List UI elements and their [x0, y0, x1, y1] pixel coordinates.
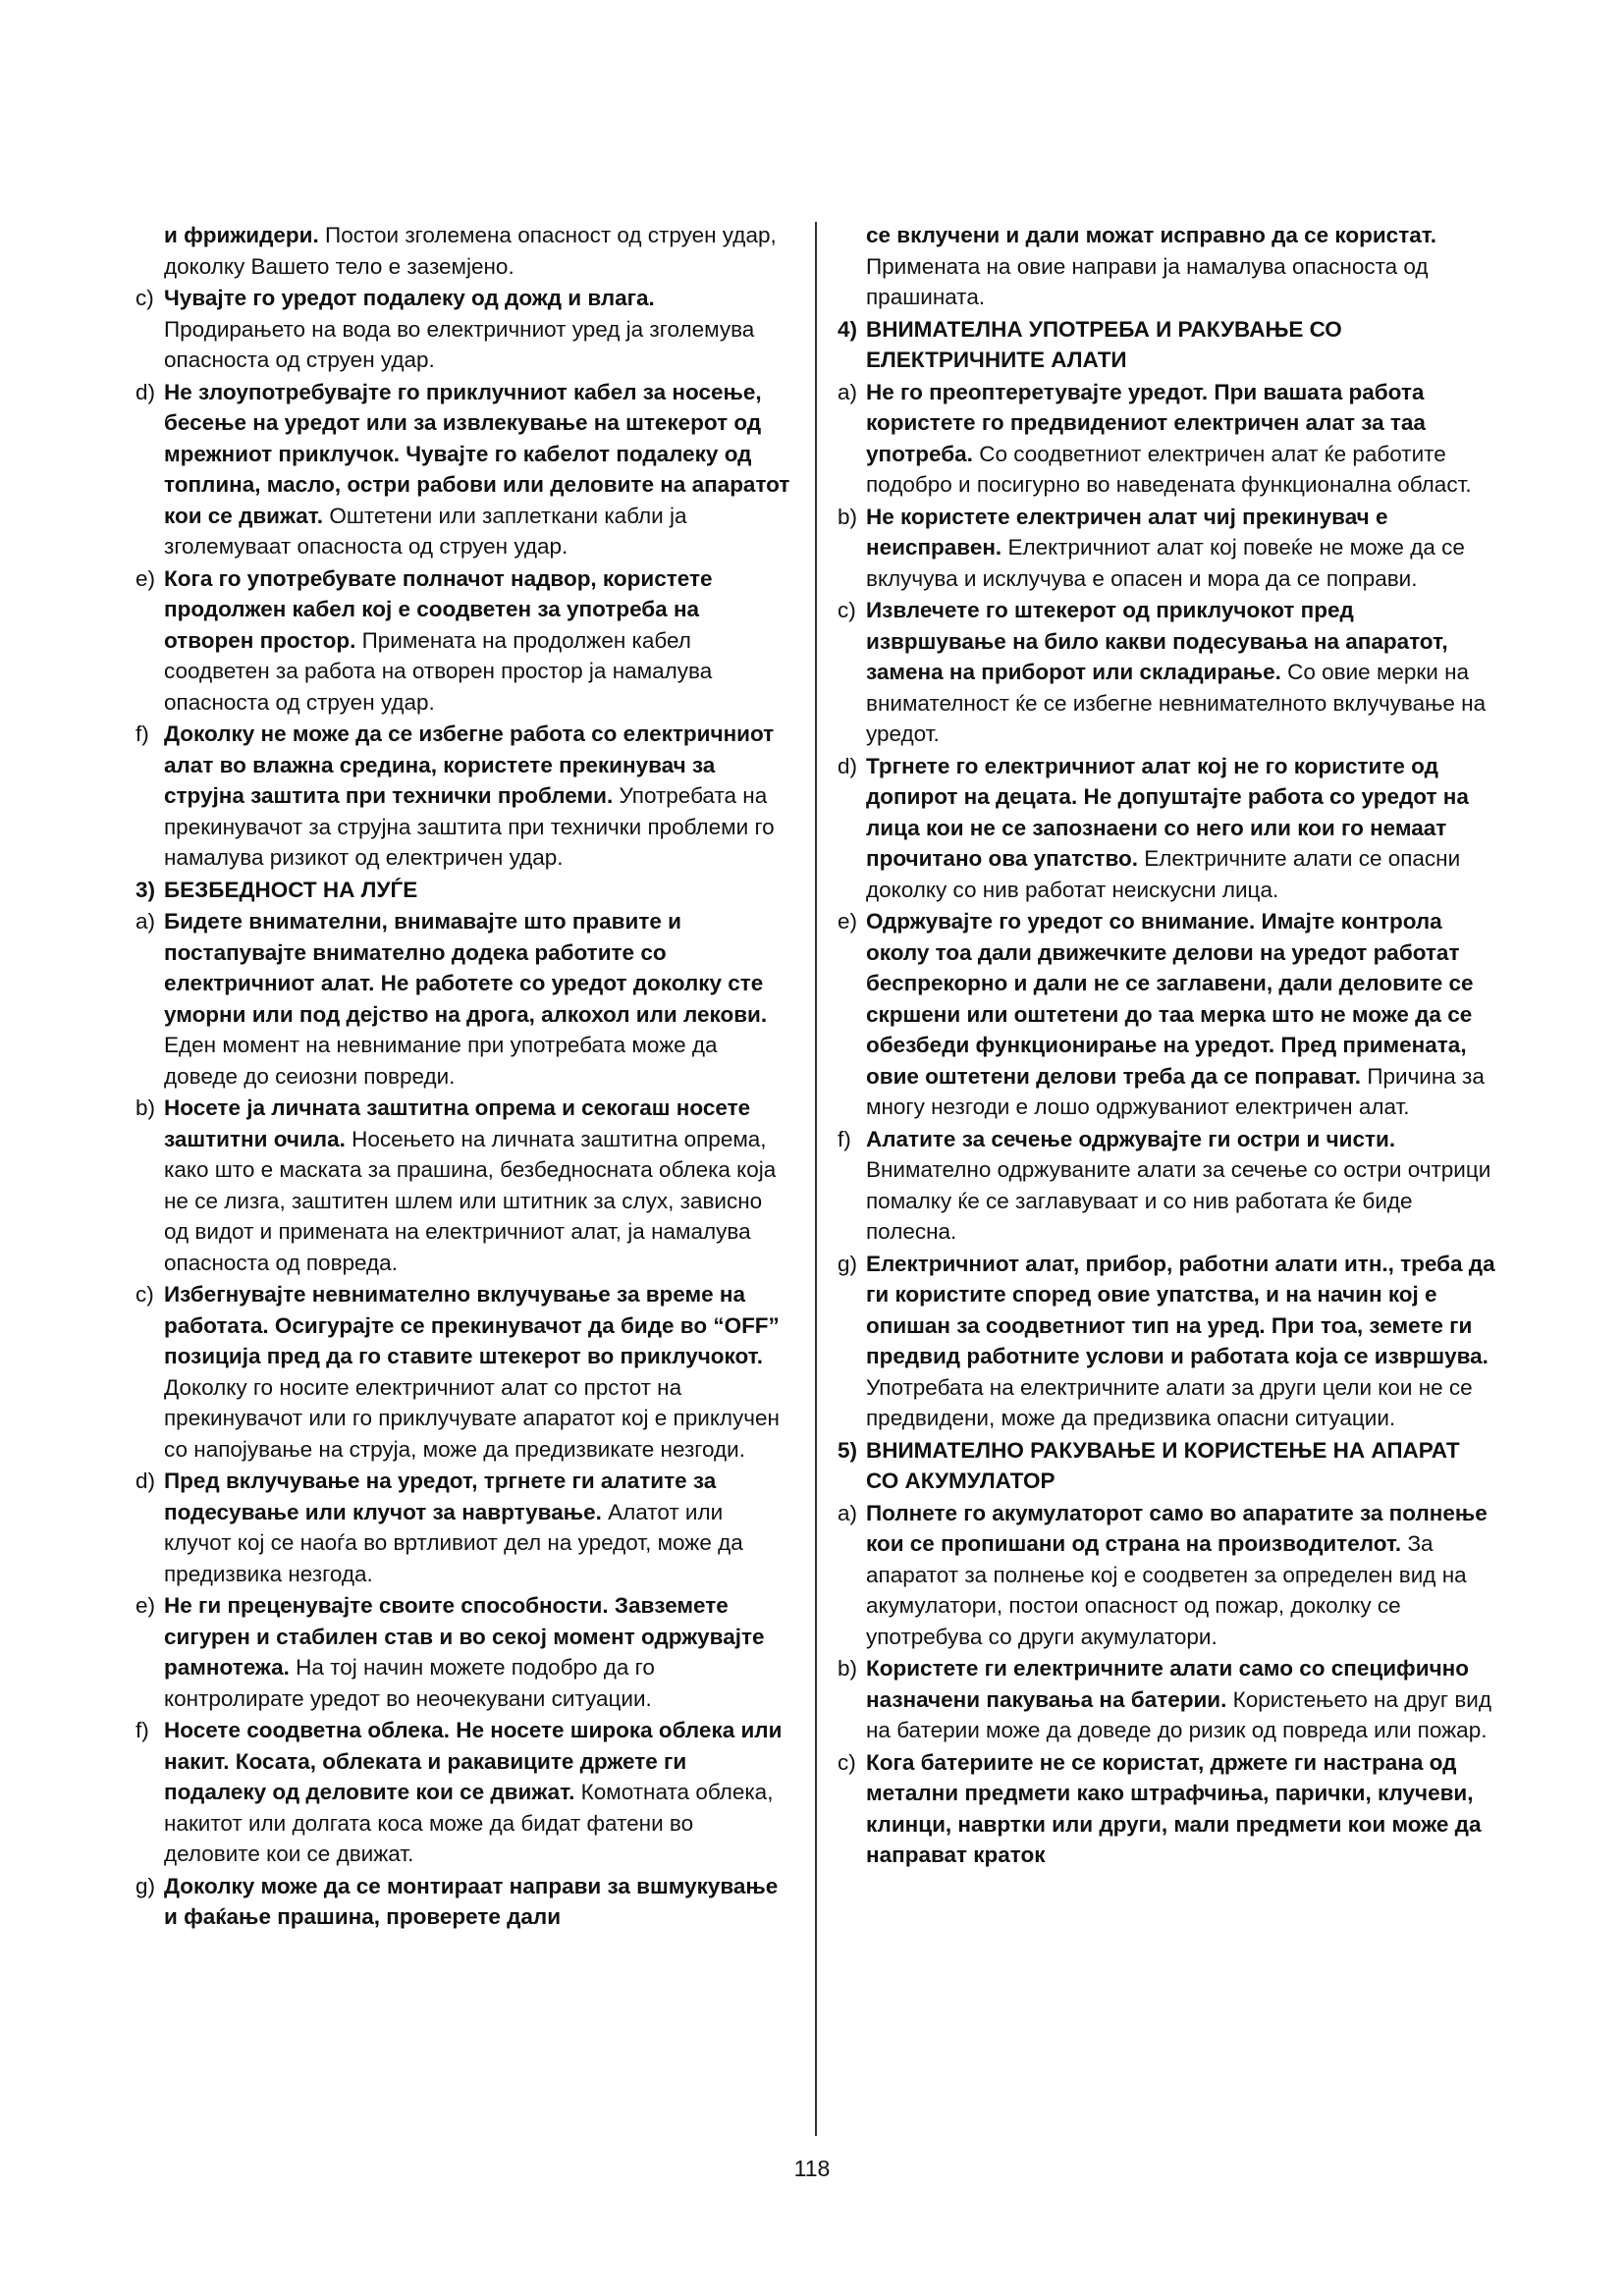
right-column — [838, 220, 1497, 1872]
section-heading: 5) ВНИМАТЕЛНО РАКУВАЊЕ И КОРИСТЕЊЕ НА АПАРАТ СО АКУМУЛАТОР — [838, 1437, 1460, 1493]
list-item: d) Пред вклучување на уредот, тргнете ги алатите за подесување или клучот за навртување. Алатот или клучот кој се наоѓа во вртливиот дел на уредот, може да предизвика незгода. — [135, 1468, 743, 1586]
list-item: c) Избегнувајте невнимателно вклучување за време на работата. Осигурајте се прекинувачот да биде во “OFF” позиција пред да го ставите штекерот во приклучокот. Доколку го носите електричниот алат со прстот на прекинувачот или го приклучувате апаратот кој е приклучен со напојување на струја, може да предизвикате незгоди. — [135, 1282, 780, 1462]
continued-paragraph: се вклучени и дали можат исправно да се користат. Примената на овие направи ја намалува опасноста од прашината. — [866, 223, 1437, 309]
list-item: f) Носете соодветна облека. Не носете широка облека или накит. Косата, облеката и ракавиците држете ги подалеку од деловите кои се движат. Комотната облека, накитот или долгата коса може да бидат фатени во деловите кои се движат. — [135, 1718, 783, 1866]
list-item: f) Доколку не може да се избегне работа со електричниот алат во влажна средина, користете прекинувач за струјна заштита при технички проблеми. Употребата на прекинувачот за струјна заштита при технички проблеми го намалува ризикот од електричен удар. — [135, 721, 775, 870]
list-item: d) Не злоупотребувајте го приклучниот кабел за носење, бесење на уредот или за извлекување на штекерот од мрежниот приклучок. Чувајте го кабелот подалеку од топлина, масло, остри рабови или деловите на апаратот кои се движат. Оштетени или заплеткани кабли ја зголемуваат опасноста од струен удар. — [135, 379, 790, 559]
page-number: 118 — [793, 2156, 831, 2181]
section-heading: 4) ВНИМАТЕЛНА УПОТРЕБА И РАКУВАЊЕ СО ЕЛЕКТРИЧНИТЕ АЛАТИ — [838, 316, 1342, 372]
list-item: e) Одржувајте го уредот со внимание. Имајте контрола околу тоа дали движечките делови на уредот работат беспрекорно и дали не се заглавени, дали деловите се скршени или оштетени до таа мерка што не може да се обезбеди функционирање на уредот. Пред примената, овие оштетени делови треба да се поправат. Причина за многу незгоди е лошо одржуваниот електричен алат. — [838, 909, 1485, 1119]
list-item: e) Не ги преценувајте своите способности. Завземете сигурен и стабилен став и во секој момент одржувајте рамнотежа. На тој начин можете подобро да го контролирате уредот во неочекувани ситуации. — [135, 1593, 765, 1711]
list-item: a) Не го преоптеретувајте уредот. При вашата работа користете го предвидениот електричен алат за таа употреба. Со соодветниот електричен алат ќе работите подобро и посигурно во наведената функционална област. — [838, 379, 1472, 497]
list-item: c) Извлечете го штекерот од приклучокот пред извршување на било какви подесувања на апаратот, замена на приборот или складирање. Со овие мерки на внимателност ќе се избегне невнимателното вклучување на уредот. — [838, 598, 1487, 746]
column-divider — [815, 222, 817, 2136]
list-item: e) Кога го употребувате полначот надвор, користете продолжен кабел кој е соодветен за употреба на отворен простор. Примената на продолжен кабел соодветен за работа на отворен простор ја намалува опасноста од струен удар. — [135, 565, 713, 715]
list-item: g) Електричниот алат, прибор, работни алати итн., треба да ги користите според овие упатства, и на начин кој е опишан за соодветниот тип на уред. При тоа, земете ги предвид работните услови и работата која се извршува. Употребата на електричните алати за други цели кои не се предвидени, може да предизвика опасни ситуации. — [838, 1251, 1495, 1430]
list-item: a) Бидете внимателни, внимавајте што правите и постапувајте внимателно додека работите со електричниот алат. Не работете со уредот доколку сте уморни или под дејство на дрога, алкохол или лекови. Еден момент на невнимание при употребата може да доведе до сеиозни повреди. — [135, 909, 768, 1089]
list-item: f) Алатите за сечење одржувајте ги остри и чисти. Внимателно одржуваните алати за сечење со остри очтрици помалку ќе се заглавуваат и со нив работата ќе биде полесна. — [838, 1126, 1491, 1244]
left-column — [135, 220, 791, 1934]
list-item: c) Чувајте го уредот подалеку од дожд и влага. Продирањето на вода во електричниот уред ја зголемува опасноста од струен удар. — [135, 286, 755, 372]
section-heading: 3) БЕЗБЕДНОСТ НА ЛУЃЕ — [135, 877, 418, 902]
list-item: g) Доколку може да се монтираат направи за вшмукување и фаќање прашина, проверете дали — [135, 1873, 779, 1929]
list-item: b) Не користете електричен алат чиј прекинувач е неисправен. Електричниот алат кој повеќе не може да се вклучува и исклучува е опасен и мора да се поправи. — [838, 504, 1465, 591]
list-item: b) Носете ја личната заштитна опрема и секогаш носете заштитни очила. Носењето на личната заштитна опрема, како што е маската за прашина, безбедносната облека која не се лизга, заштитен шлем или штитник за слух, зависно од видот и примената на електричниот алат, ја намалува опасноста од повреда. — [135, 1095, 777, 1275]
list-item: c) Кога батериите не се користат, држете ги настрана од метални предмети како штрафчиња, парички, клучеви, клинци, навртки или други, мали предмети кои може да направат краток — [838, 1749, 1482, 1867]
list-item: b) Користете ги електричните алати само со специфично назначени пакувања на батерии. Користењето на друг вид на батерии може да доведе до ризик од повреда или пожар. — [838, 1656, 1491, 1742]
continued-paragraph: и фрижидери. Постои зголемена опасност од струен удар, доколку Вашето тело е заземјено. — [164, 223, 777, 279]
list-item: a) Полнете го акумулаторот само во апаратите за полнење кои се пропишани од страна на производителот. За апаратот за полнење кој е соодветен за определен вид на акумулатори, постои опасност од пожар, доколку се употребува со други акумулатори. — [838, 1500, 1488, 1649]
list-item: d) Тргнете го електричниот алат кој не го користите од допирот на децата. Не допуштајте работа со уредот на лица кои не се запознаени со него или кои го немаат прочитано ова упатство. Електричните алати се опасни доколку со нив работат неискусни лица. — [838, 753, 1469, 902]
